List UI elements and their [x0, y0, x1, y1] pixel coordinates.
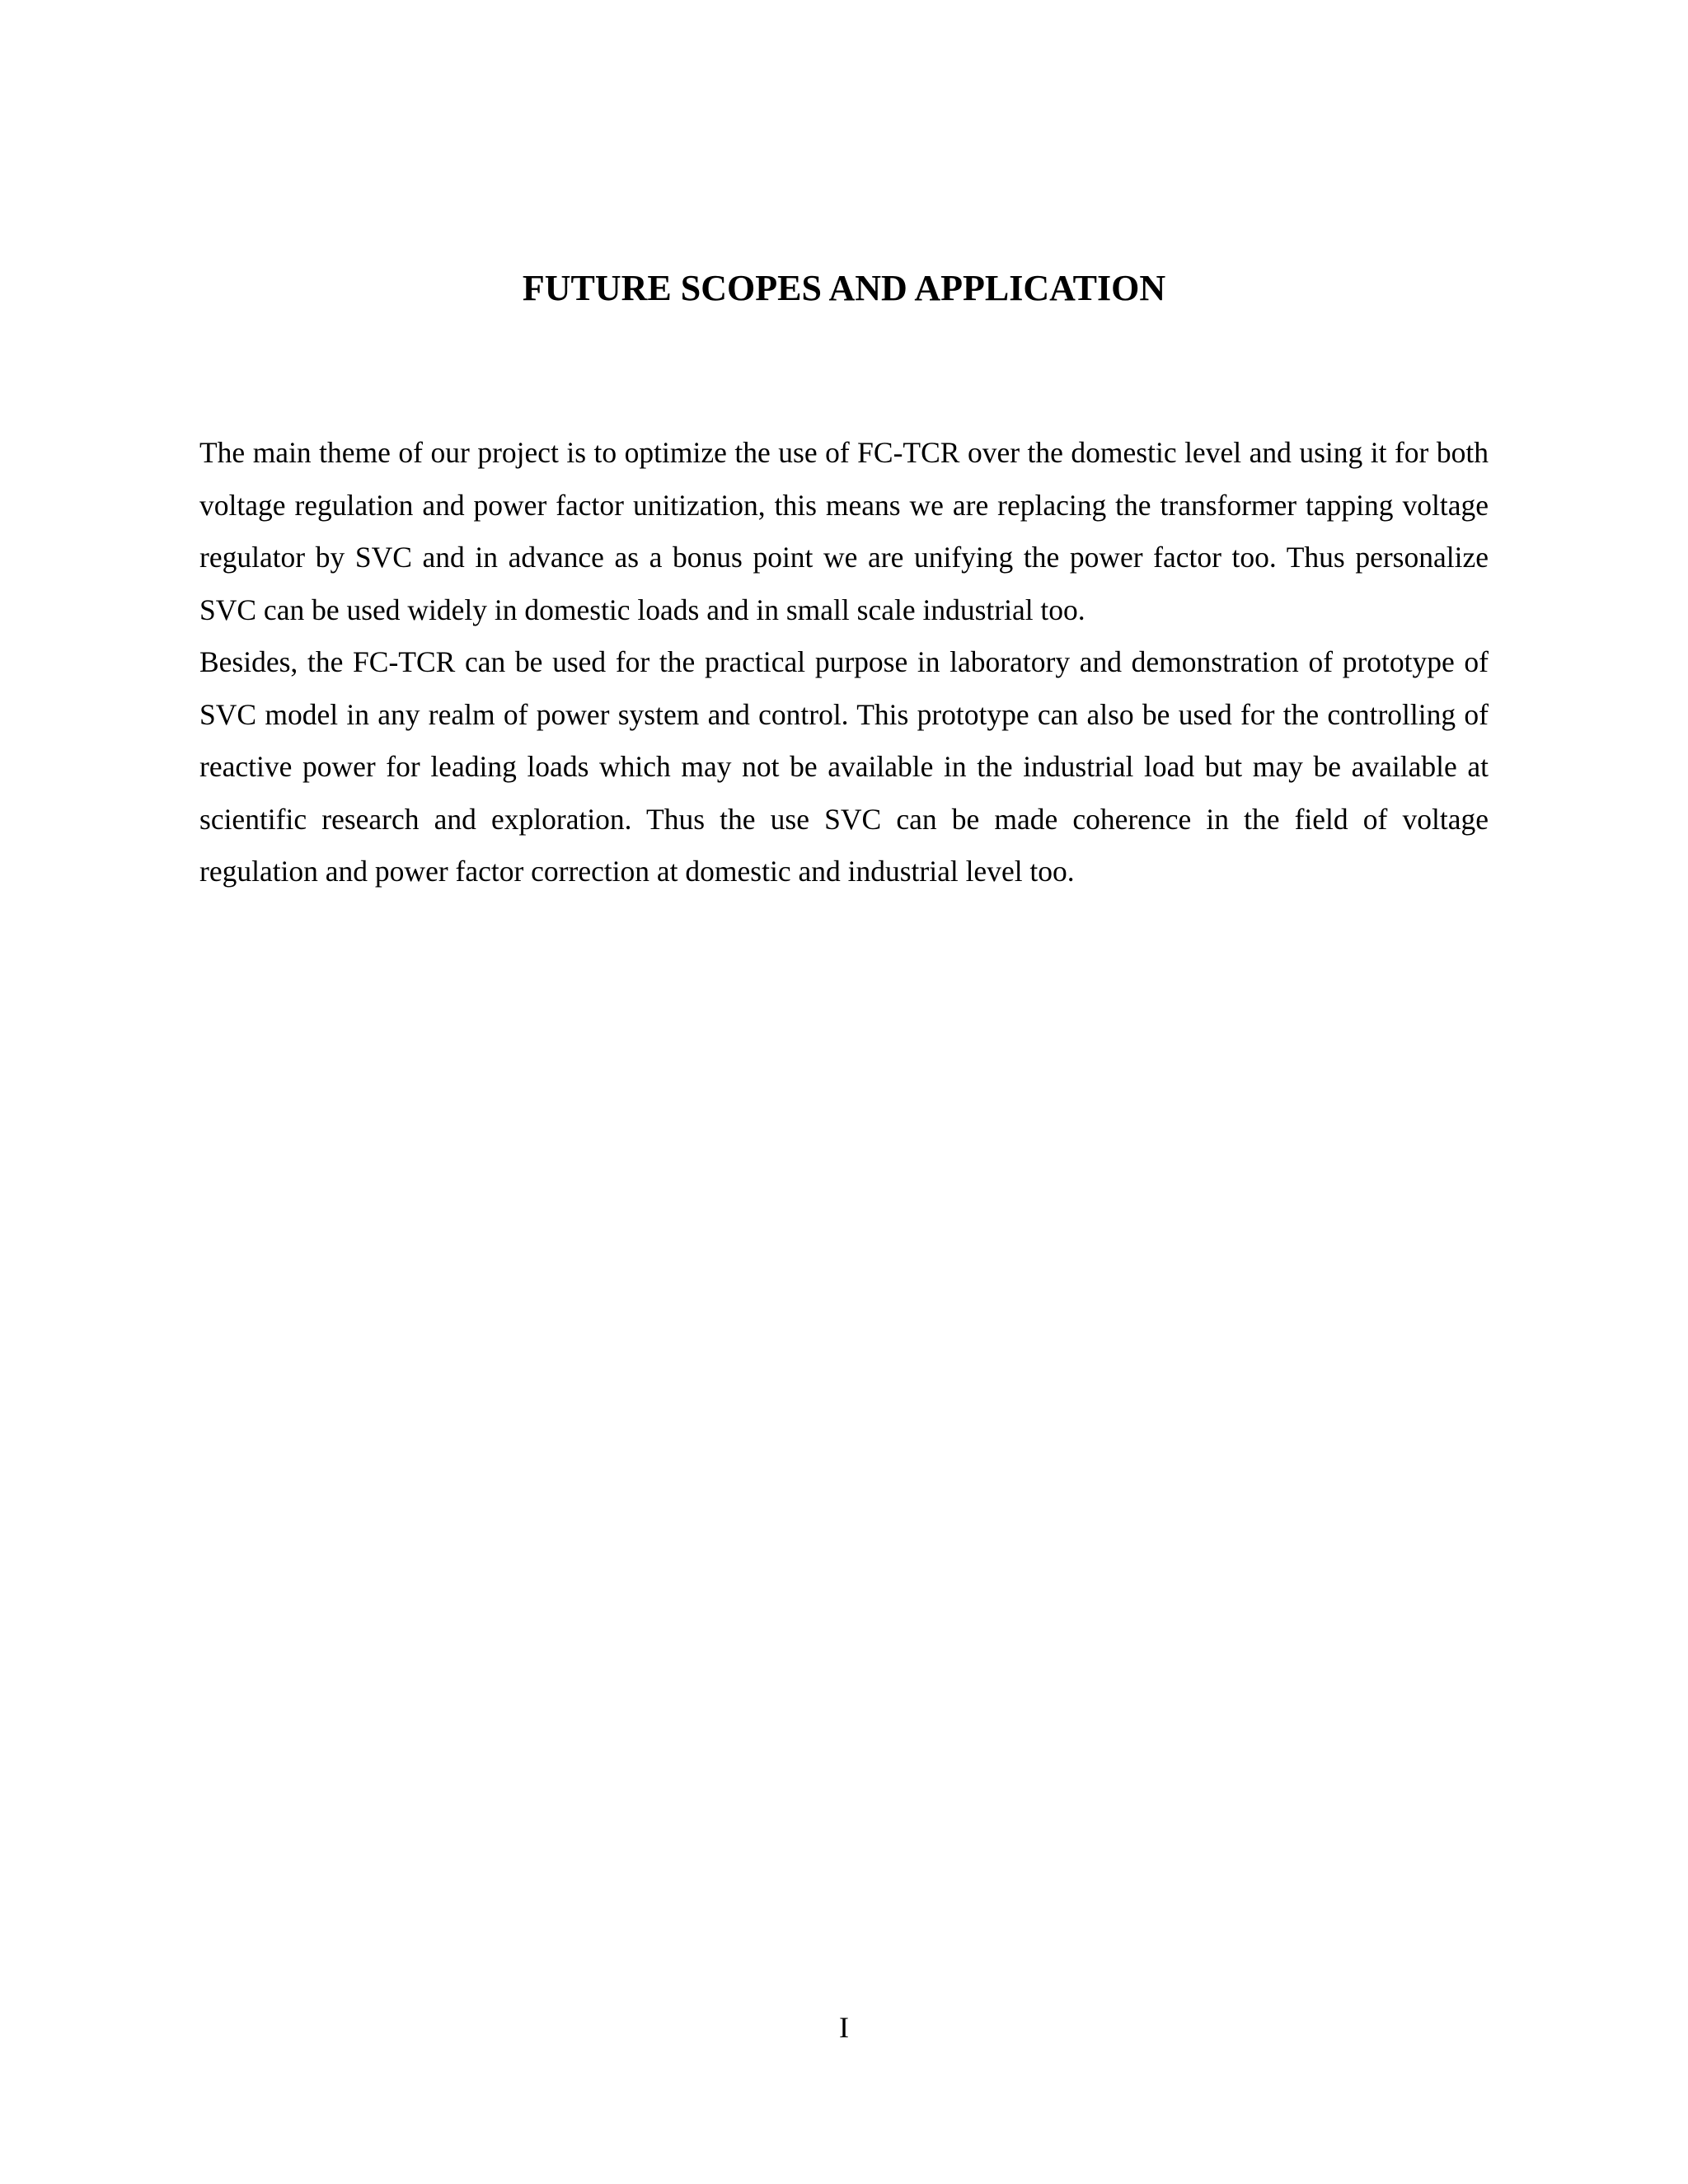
paragraph-2: Besides, the FC-TCR can be used for the practical purpose in laboratory and demonstration of prototype of SVC model in any realm of power system and control. This prototype can also be used for the controlling of reactive power for leading loads which may not be available in the industrial load but may be available at scientific research and exploration. Thus the use SVC can be made coherence in the field of voltage regulation and power factor correction at domestic and industrial level too.: [199, 645, 1489, 888]
paragraph-1: The main theme of our project is to optimize the use of FC-TCR over the domestic level and using it for both voltage regulation and power factor unitization, this means we are replacing the transformer tapping voltage regulator by SVC and in advance as a bonus point we are unifying the power factor too. Thus personalize SVC can be used widely in domestic loads and in small scale industrial too.: [199, 436, 1489, 626]
body-text: [199, 427, 1489, 898]
page-title: FUTURE SCOPES AND APPLICATION: [522, 268, 1166, 308]
page-number: I: [839, 2011, 849, 2044]
